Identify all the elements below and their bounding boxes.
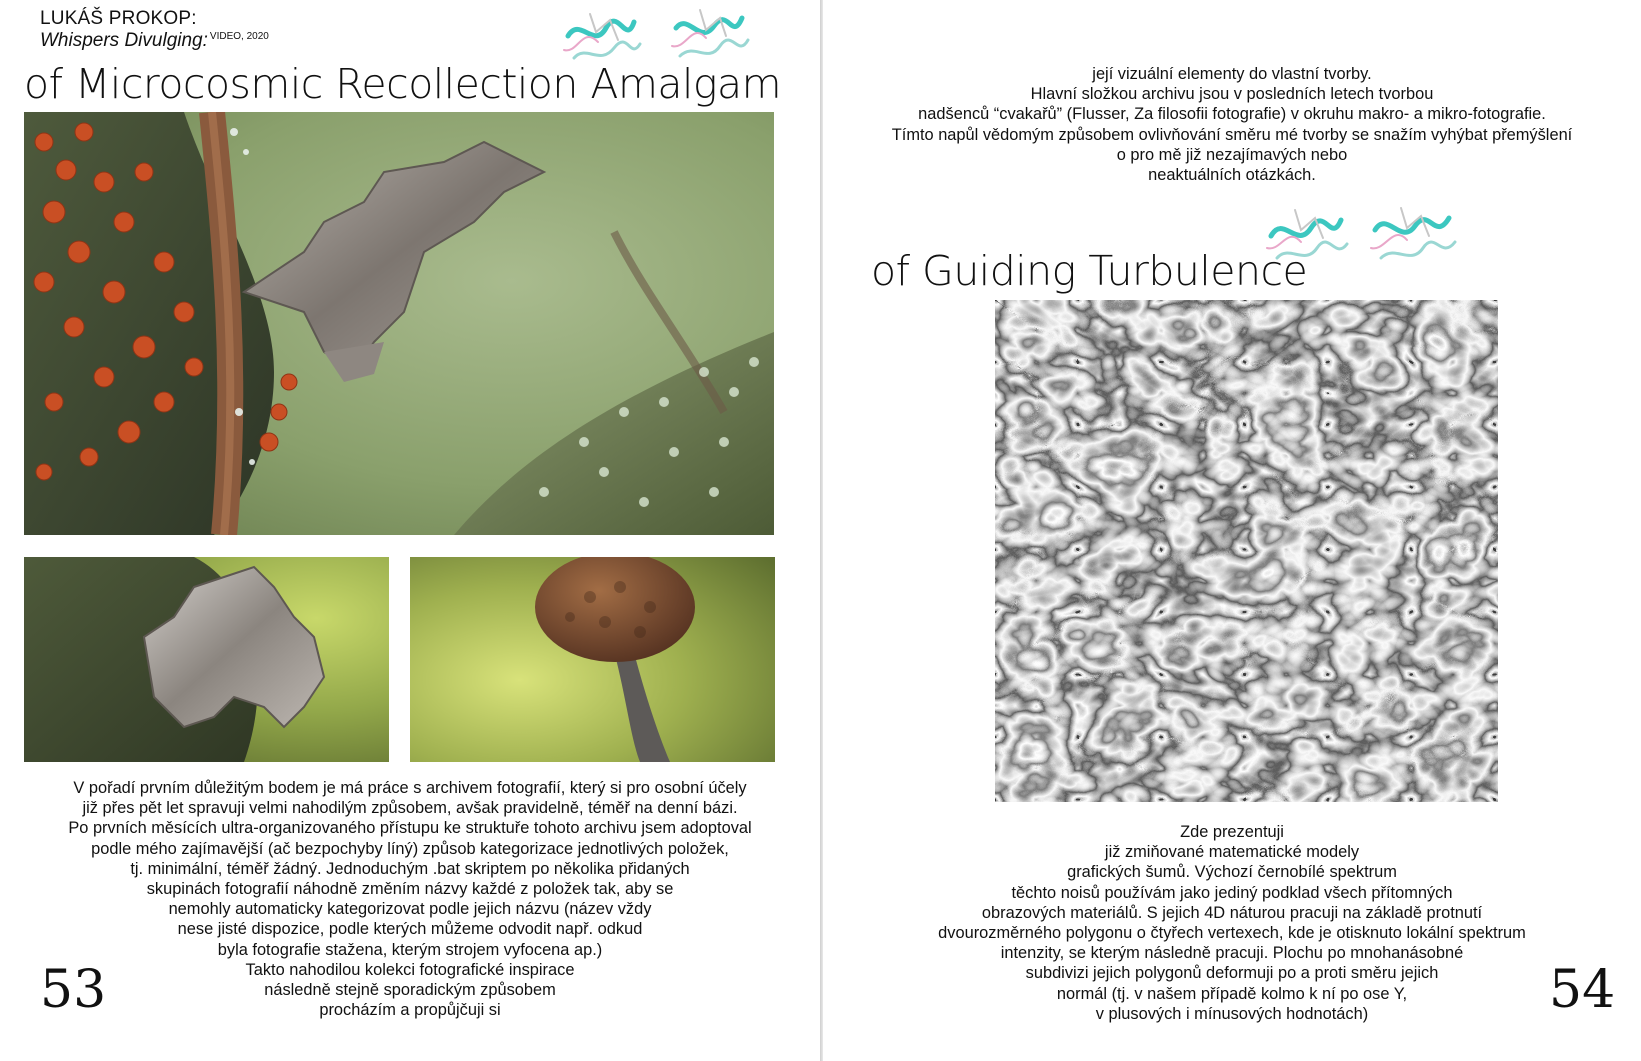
intro-line: její vizuální elementy do vlastní tvorby. bbox=[1092, 65, 1372, 83]
body-line: v plusových i mínusových hodnotách) bbox=[1095, 1004, 1369, 1023]
section-title: of Guiding Turbulence bbox=[871, 247, 1308, 295]
intro-text bbox=[823, 64, 1641, 185]
body-line: podle mého zajímavější (ač bezpochyby líný) způsob kategorizace jednotlivých položek, bbox=[91, 839, 729, 858]
body-line: tj. minimální, téměř žádný. Jednoduchým .bat skriptem po několika přidaných bbox=[130, 859, 690, 878]
chrome-noise-render bbox=[995, 300, 1498, 802]
intro-line: Hlavní složkou archivu jsou v posledních letech tvorbou bbox=[1030, 85, 1434, 104]
intro-line: Tímto napůl vědomým způsobem ovlivňování směru mé tvorby se snažím vyhýbat přemýšlení bbox=[891, 125, 1573, 144]
work-title-text: Whispers Divulging: bbox=[40, 30, 208, 51]
intro-line: neaktuálních otázkách. bbox=[1148, 166, 1316, 185]
work-meta: VIDEO, 2020 bbox=[209, 31, 269, 42]
body-line: těchto noisů používám jako jediný podklad všech přítomných bbox=[1011, 883, 1453, 902]
intro-line: nadšenců “cvakařů” (Flusser, Za filosofii fotografie) v okruhu makro- a mikro-fotografie. bbox=[918, 105, 1546, 124]
body-line: dvourozměrného polygonu o čtyřech vertexech, kde je otisknuto lokální spektrum bbox=[938, 924, 1526, 943]
body-text bbox=[823, 822, 1641, 1024]
body-line: normál (tj. v našem případě kolmo k ní po ose Y, bbox=[1056, 984, 1408, 1003]
body-line: grafických šumů. Výchozí černobílé spektrum bbox=[1067, 863, 1397, 882]
body-line: Takto nahodilou kolekci fotografické inspirace bbox=[245, 960, 575, 979]
section-title: of Microcosmic Recollection Amalgam bbox=[24, 60, 782, 108]
author-name: LUKÁŠ PROKOP: bbox=[40, 8, 197, 29]
body-line: již zmiňované matematické modely bbox=[1104, 843, 1360, 862]
page-number: 54 bbox=[1549, 960, 1616, 1020]
body-line: V pořadí prvním důležitým bodem je má práce s archivem fotografií, který si pro osobní účely bbox=[73, 779, 747, 797]
body-line: obrazových materiálů. S jejich 4D náturou pracuji na základě protnutí bbox=[981, 903, 1483, 922]
body-line: byla fotografie stažena, kterým strojem vyfocena ap.) bbox=[217, 940, 603, 959]
left-page bbox=[0, 0, 820, 1061]
body-line: subdivizi jejich polygonů deformuji po a proti směru jejich bbox=[1025, 964, 1439, 983]
body-line: procházím a propůjčuji si bbox=[319, 1001, 501, 1020]
body-line: intenzity, se kterým následně pracuji. Plochu po mnohanásobné bbox=[1000, 944, 1464, 963]
work-title bbox=[40, 30, 269, 52]
body-line: již přes pět let spravuji velmi nahodilým způsobem, avšak pravidelně, téměř na denní bázi. bbox=[82, 799, 738, 818]
body-line: Po prvních měsících ultra-organizovaného přístupu ke struktuře tohoto archivu jsem adoptoval bbox=[68, 819, 752, 838]
body-line: skupinách fotografií náhodně změním názvy každé z položek tak, aby se bbox=[146, 880, 674, 899]
body-line: nese jisté dispozice, podle kterých můžeme odvodit např. odkud bbox=[177, 920, 643, 939]
body-line: nemohly automaticky kategorizovat podle jejich názvu (název vždy bbox=[168, 900, 652, 919]
body-text bbox=[0, 778, 820, 1020]
intro-line: o pro mě již nezajímavých nebo bbox=[1116, 145, 1348, 164]
body-line: následně stejně sporadickým způsobem bbox=[264, 981, 556, 1000]
macro-photo-metallic-growth bbox=[24, 557, 389, 762]
body-line: Zde prezentuji bbox=[1180, 823, 1284, 841]
right-page bbox=[823, 0, 1641, 1061]
macro-photo-slime-mold bbox=[24, 112, 774, 535]
macro-photo-mushroom-cap bbox=[410, 557, 775, 762]
page-number: 53 bbox=[40, 960, 107, 1020]
